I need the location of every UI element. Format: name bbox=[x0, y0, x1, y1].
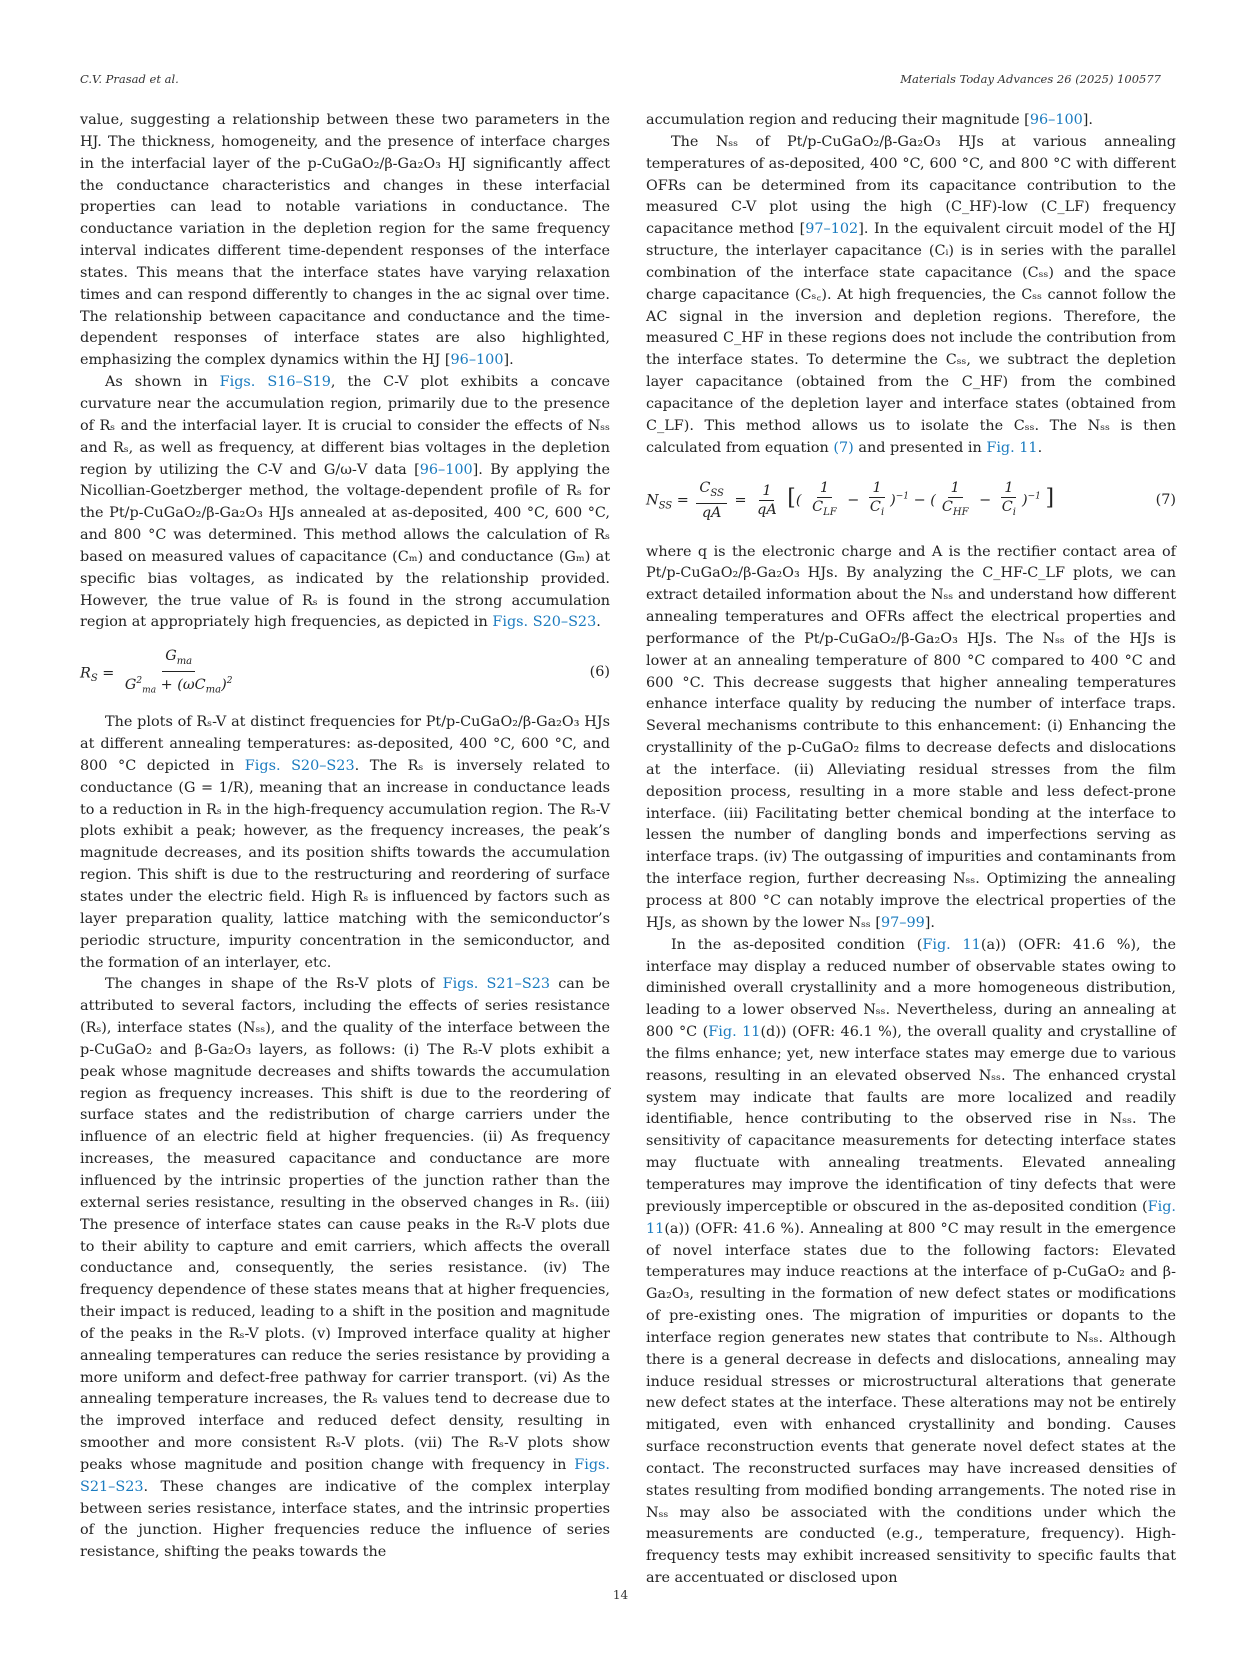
figure-link[interactable]: Figs. S21–S23 bbox=[442, 976, 551, 993]
paragraph: value, suggesting a relationship between these two parameters in the HJ. The thickness, homogeneity, and the presence of interface charges in the interfacial layer of the p-CuGaO₂/β-Ga₂O₃ HJ significantly affect the conductance characteristics and changes in these interfacial properties can lead to notable variations in conductance. The conductance variation in the depletion region for the same frequency interval indicates different time-dependent responses of the interface states. This means that the interface states have varying relaxation times and can respond differently to changes in the ac signal over time. The relationship between capacitance and conductance and the time-dependent responses of interface states are also highlighted, emphasizing the complex dynamics within the HJ [96–100]. bbox=[80, 112, 610, 369]
figure-link[interactable]: Figs. S20–S23 bbox=[492, 614, 597, 631]
figure-link[interactable]: Fig. 11 bbox=[646, 1198, 1176, 1237]
figure-link[interactable]: Fig. 11 bbox=[986, 439, 1038, 456]
page-number: 14 bbox=[612, 1588, 629, 1602]
equation-6-body: $R_S$ = $\frac{G_{ma}}{G^2_{ma} + (\omega C_{ma})^2}$ bbox=[80, 647, 233, 696]
equation-number: (7) bbox=[1155, 491, 1176, 508]
citation-link[interactable]: 97–102 bbox=[805, 221, 859, 238]
paragraph: As shown in Figs. S16–S19, the C-V plot exhibits a concave curvature near the accumulation region, primarily due to the presence of Rₛ and the interfacial layer. It is crucial to consider the effects of Nₛₛ and Rₛ, as well as frequency, at different bias voltages in the depletion region by utilizing the C-V and G/ω-V data [96–100]. By applying the Nicollian-Goetzberger method, the voltage-dependent profile of Rₛ for the Pt/p-CuGaO₂/β-Ga₂O₃ HJs annealed at as-deposited, 400 °C, 600 °C, and 800 °C was determined. This method allows the calculation of Rₛ based on measured values of capacitance (Cₘ) and conductance (Gₘ) at specific bias voltages, as indicated by the relationship provided. However, the true value of Rₛ is found in the strong accumulation region at appropriately high frequencies, as depicted in Figs. S20–S23. bbox=[80, 374, 610, 631]
running-header-authors: C.V. Prasad et al. bbox=[80, 72, 179, 86]
citation-link[interactable]: 97–99 bbox=[880, 914, 925, 931]
equation-6 bbox=[80, 648, 610, 698]
equation-number: (6) bbox=[589, 664, 610, 681]
citation-link[interactable]: 96–100 bbox=[450, 352, 504, 369]
equation-link[interactable]: (7) bbox=[833, 439, 854, 456]
left-column bbox=[80, 110, 610, 1564]
right-column bbox=[646, 110, 1176, 1590]
figure-link[interactable]: Figs. S16–S19 bbox=[219, 374, 331, 391]
paragraph: The changes in shape of the Rs-V plots of Figs. S21–S23 can be attributed to several factors, including the effects of series resistance (Rₛ), interface states (Nₛₛ), and the quality of the interface between the p-CuGaO₂ and β-Ga₂O₃ layers, as follows: (i) The Rₛ-V plots exhibit a peak whose magnitude decreases and shifts towards the accumulation region as frequency increases. This shift is due to the reordering of surface states and the redistribution of charge carriers under the influence of an electric field at higher frequencies. (ii) As frequency increases, the measured capacitance and conductance are more influenced by the intrinsic properties of the junction rather than the external series resistance, resulting in the observed changes in Rₛ. (iii) The presence of interface states can cause peaks in the Rₛ-V plots due to their ability to capture and emit carriers, which affects the overall conductance and, consequently, the series resistance. (iv) The frequency dependence of these states means that at higher frequencies, their impact is reduced, leading to a shift in the position and magnitude of the peaks in the Rₛ-V plots. (v) Improved interface quality at higher annealing temperatures can reduce the series resistance by providing a more uniform and defect-free pathway for carrier transport. (vi) As the annealing temperature increases, the Rₛ values tend to decrease due to the improved interface and reduced defect density, resulting in smoother and more consistent Rₛ-V plots. (vii) The Rₛ-V plots show peaks whose magnitude and position change with frequency in Figs. S21–S23. These changes are indicative of the complex interplay between series resistance, interface states, and the intrinsic properties of the junction. Higher frequencies reduce the influence of series resistance, shifting the peaks towards the bbox=[80, 976, 611, 1561]
equation-7 bbox=[646, 474, 1176, 528]
figure-link[interactable]: Fig. 11 bbox=[708, 1024, 761, 1041]
figure-link[interactable]: Figs. S20–S23 bbox=[244, 757, 355, 774]
paragraph: where q is the electronic charge and A is the rectifier contact area of Pt/p-CuGaO₂/β-Ga₂O₃ HJs. By analyzing the C_HF-C_LF plots, we can extract detailed information about the Nₛₛ and understand how different annealing temperatures and OFRs affect the electrical properties and performance of the Pt/p-CuGaO₂/β-Ga₂O₃ HJs. The Nₛₛ of the HJs is lower at an annealing temperature of 800 °C compared to 400 °C and 600 °C. This decrease suggests that higher annealing temperatures enhance interface quality by reducing the number of interface traps. Several mechanisms contribute to this enhancement: (i) Enhancing the crystallinity of the p-CuGaO₂ films to decrease defects and dislocations at the interface. (ii) Alleviating residual stresses from the film deposition process, resulting in a more stable and less defect-prone interface. (iii) Facilitating better chemical bonding at the interface to lessen the number of dangling bonds and imperfections serving as interface traps. (iv) The outgassing of impurities and contaminants from the interface region, further decreasing Nₛₛ. Optimizing the annealing process at 800 °C can notably improve the electrical properties of the HJs, as shown by the lower Nₛₛ [97–99]. bbox=[646, 543, 1176, 931]
paragraph: The plots of Rₛ-V at distinct frequencies for Pt/p-CuGaO₂/β-Ga₂O₃ HJs at different annealing temperatures: as-deposited, 400 °C, 600 °C, and 800 °C depicted in Figs. S20–S23. The Rₛ is inversely related to conductance (G = 1/R), meaning that an increase in conductance leads to a reduction in Rₛ in the high-frequency accumulation region. The Rₛ-V plots exhibit a peak; however, as the frequency increases, the peak’s magnitude decreases, and its position shifts towards the accumulation region. This shift is due to the restructuring and reordering of surface states under the electric field. High Rₛ is influenced by factors such as layer preparation quality, lattice matching with the semiconductor’s periodic structure, impurity concentration in the semiconductor, and the formation of an interlayer, etc. bbox=[80, 714, 610, 971]
citation-link[interactable]: 96–100 bbox=[419, 461, 473, 478]
paragraph: In the as-deposited condition (Fig. 11(a)) (OFR: 41.6 %), the interface may display a reduced number of observable states owing to diminished overall crystallinity and a more homogeneous distribution, leading to a lower observed Nₛₛ. Nevertheless, during an annealing at 800 °C (Fig. 11(d)) (OFR: 46.1 %), the overall quality and crystalline of the films enhance; yet, new interface states may emerge due to various reasons, resulting in an elevated observed Nₛₛ. The enhanced crystal system may indicate that faults are more localized and readily identifiable, hence contributing to the observed rise in Nₛₛ. The sensitivity of capacitance measurements for detecting interface states may fluctuate with annealing treatments. Elevated annealing temperatures may improve the identification of tiny defects that were previously imperceptible or obscured in the as-deposited condition (Fig. 11(a)) (OFR: 41.6 %). Annealing at 800 °C may result in the emergence of novel interface states due to the following factors: Elevated temperatures may induce reactions at the interface of p-CuGaO₂ and β-Ga₂O₃, resulting in the formation of new defect states or modifications of pre-existing ones. The migration of impurities or dopants to the interface region generates new states that contribute to Nₛₛ. Although there is a general decrease in defects and dislocations, annealing may induce residual stresses or microstructural alterations that generate new defect states at the interface. These alterations may not be entirely mitigated, even with enhanced crystallinity and bonding. Causes surface reconstruction events that generate novel defect states at the contact. The reconstructed surfaces may have increased densities of states resulting from modified bonding arrangements. The noted rise in Nₛₛ may also be associated with the conditions under which the measurements are conducted (e.g., temperature, frequency). High-frequency tests may exhibit increased sensitivity to specific faults that are accentuated or disclosed upon bbox=[646, 936, 1177, 1587]
paragraph: accumulation region and reducing their magnitude [96–100]. bbox=[646, 112, 1093, 128]
running-header-journal: Materials Today Advances 26 (2025) 100577 bbox=[900, 72, 1161, 86]
figure-link[interactable]: Fig. 11 bbox=[922, 936, 981, 953]
paragraph: The Nₛₛ of Pt/p-CuGaO₂/β-Ga₂O₃ HJs at various annealing temperatures of as-deposited, 400 °C, 600 °C, and 800 °C with different OFRs can be determined from its capacitance contribution to the measured C-V plot using the high (C_HF)-low (C_LF) frequency capacitance method [97–102]. In the equivalent circuit model of the HJ structure, the interlayer capacitance (Cᵢ) is in series with the parallel combination of the interface state capacitance (Cₛₛ) and the space charge capacitance (Cₛ꜀). At high frequencies, the Cₛₛ cannot follow the AC signal in the inversion and depletion regions. Therefore, the measured C_HF in these regions does not include the contribution from the interface states. To determine the Cₛₛ, we subtract the depletion layer capacitance (obtained from the C_HF) from the combined capacitance of the depletion layer and interface states (obtained from C_LF). This method allows us to isolate the Cₛₛ. The Nₛₛ is then calculated from equation (7) and presented in Fig. 11. bbox=[646, 133, 1176, 456]
citation-link[interactable]: 96–100 bbox=[1029, 112, 1083, 128]
equation-7-body: $N_{SS}$ = $\frac{C_{SS}}{qA}$ = $\frac{1}{qA}$ [( $\frac{1}{C_{LF}}$ − $\frac{1}{C_i}$ )$^{-1}$ − ( $\frac{1}{C_{HF}}$ − $\frac{1}{C_i}$ )$^{-1}$ ] bbox=[646, 480, 1055, 521]
figure-link[interactable]: Figs. S21–S23 bbox=[80, 1456, 610, 1495]
